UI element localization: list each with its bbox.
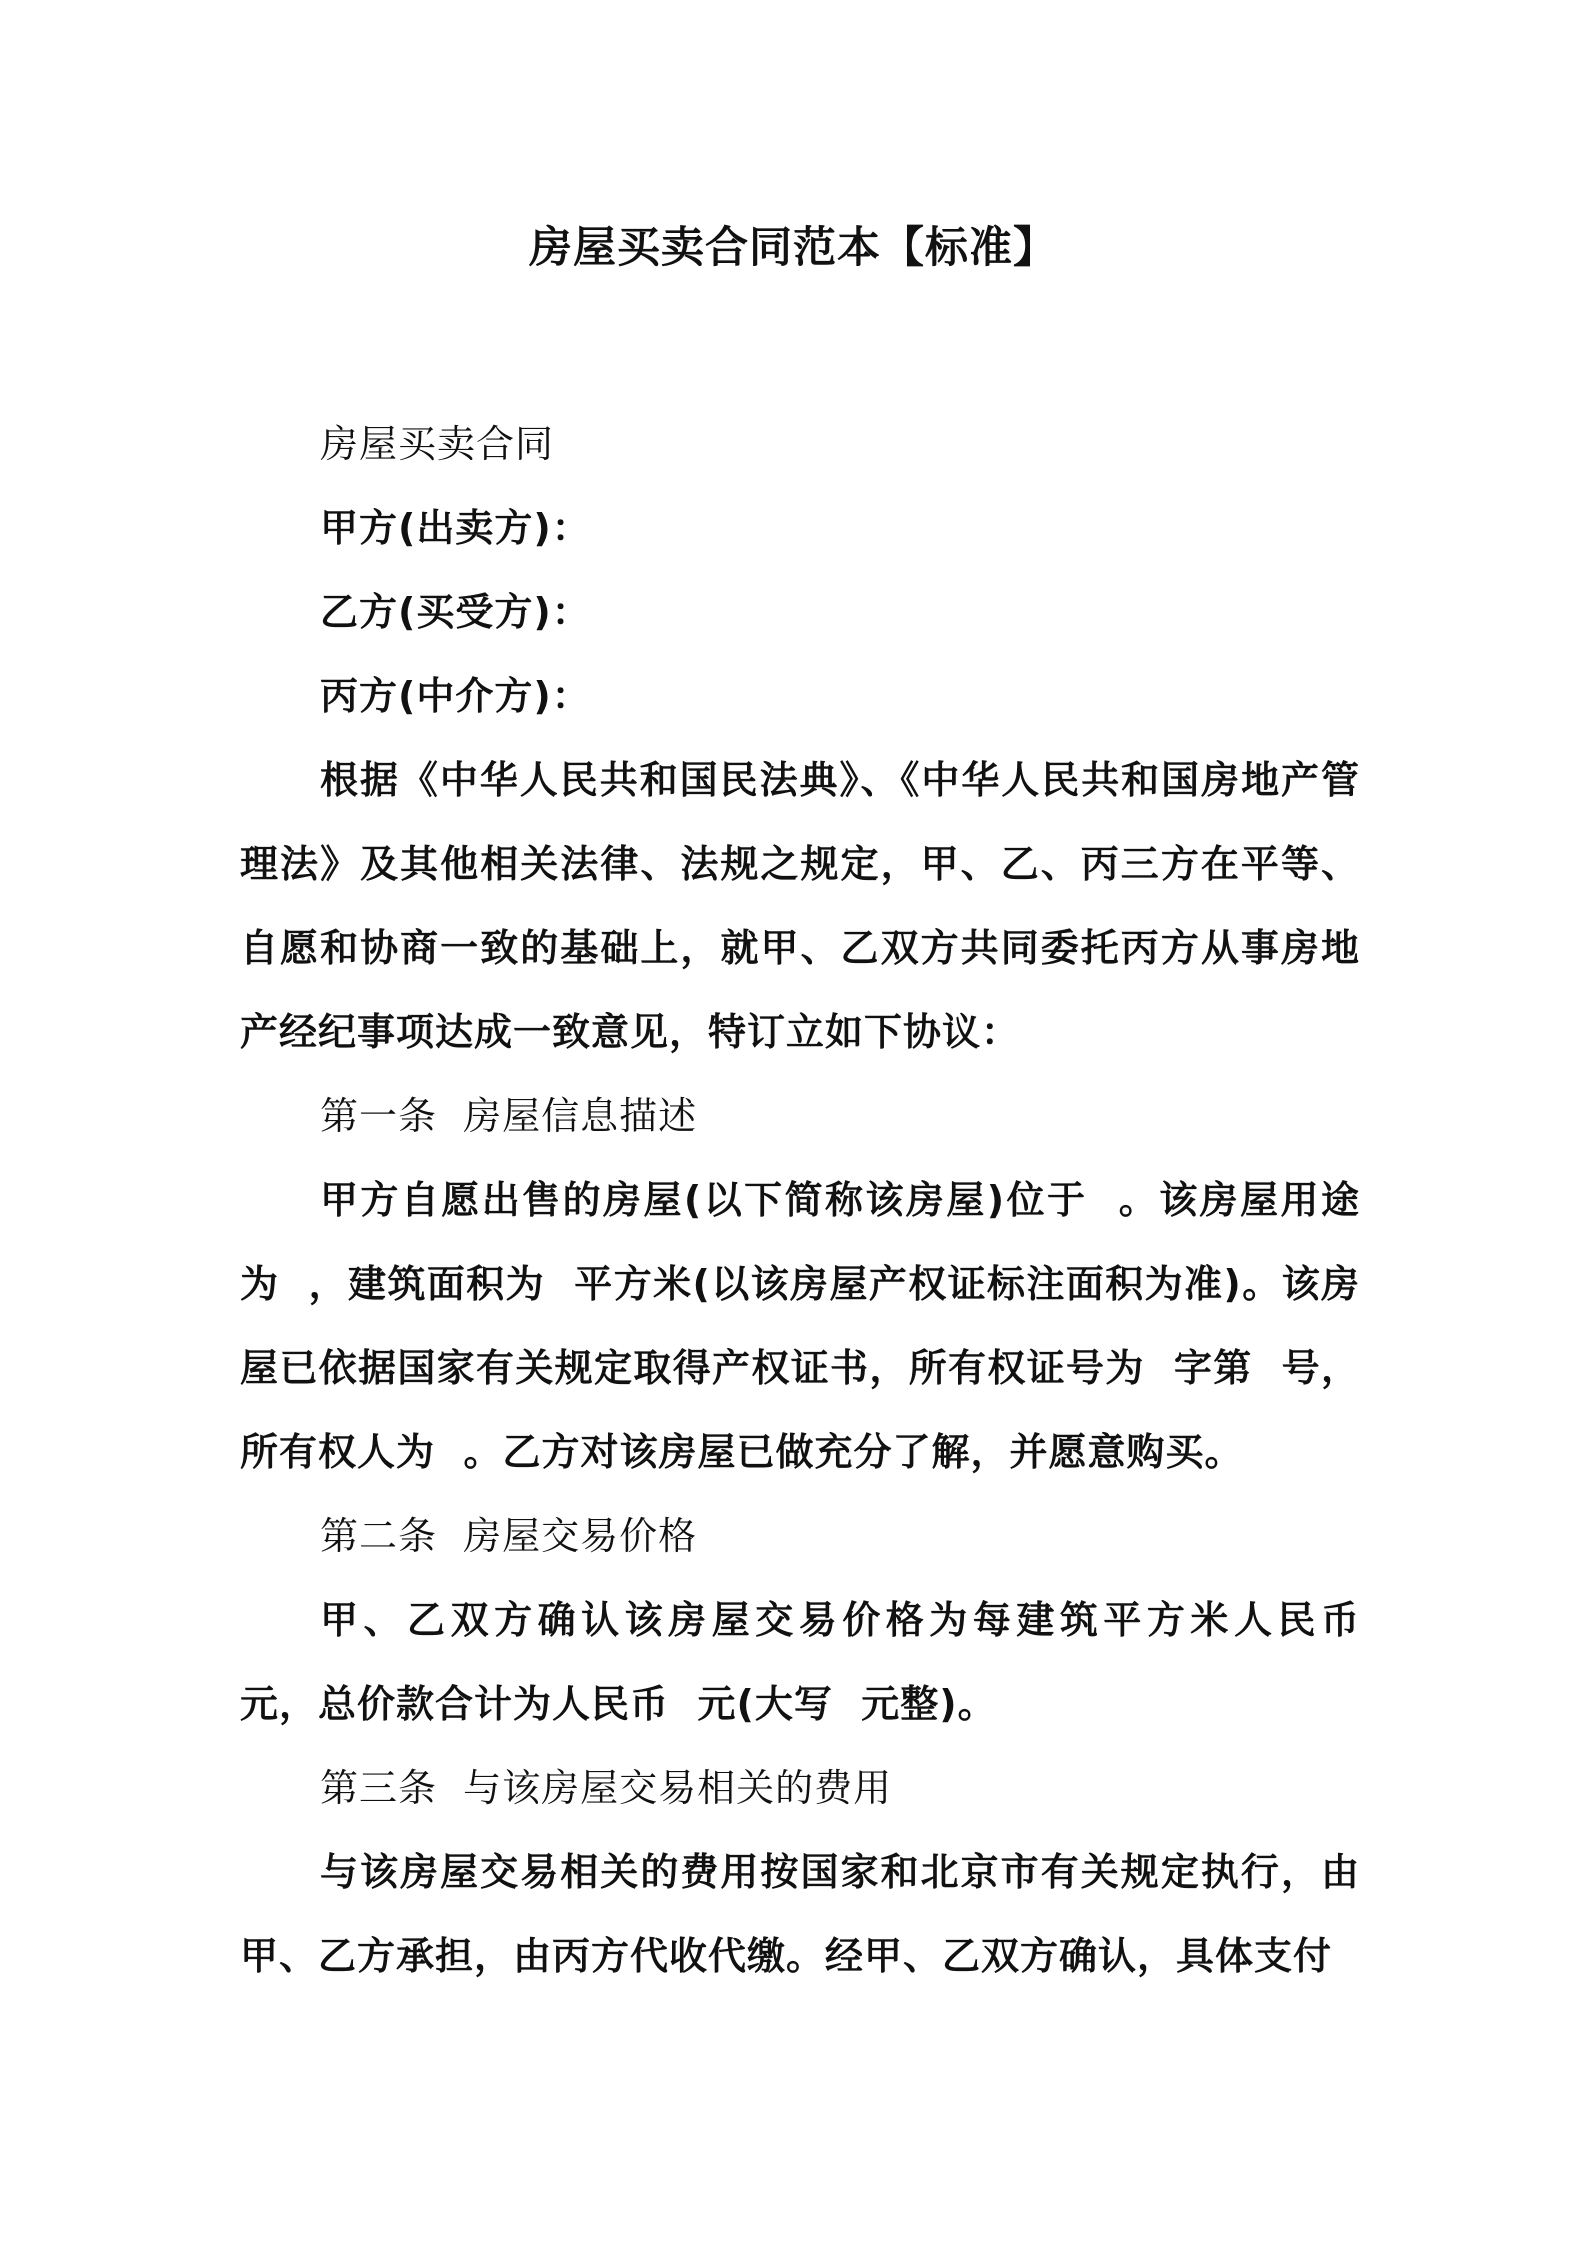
article-2-heading: 第二条 房屋交易价格 (320, 1514, 698, 1558)
article-2-text: 甲、乙双方确认该房屋交易价格为每建筑平方米人民币 元，总价款合计为人民币 元(大写 元整)。 (240, 1598, 1389, 1726)
document-body (240, 402, 1389, 1998)
article-1-text: 甲方自愿出售的房屋(以下简称该房屋)位于 。该房屋用途为 ，建筑面积为 平方米(以该房屋产权证标注面积为准)。该房屋已依据国家有关规定取得产权证书，所有权证号为 字第 号，所有权人为 。乙方对该房屋已做充分了解，并愿意购买。 (240, 1178, 1360, 1474)
party-c-line: 丙方(中介方)： (320, 674, 591, 718)
preamble-paragraph: 根据《中华人民共和国民法典》、《中华人民共和国房地产管理法》及其他相关法律、法规之规定，甲、乙、丙三方在平等、自愿和协商一致的基础上，就甲、乙双方共同委托丙方从事房地产经纪事项达成一致意见，特订立如下协议： (240, 758, 1360, 1054)
party-a-line: 甲方(出卖方)： (320, 506, 591, 550)
document-title: 房屋买卖合同范本【标准】 (529, 223, 1057, 273)
article-1-heading: 第一条 房屋信息描述 (320, 1094, 698, 1138)
contract-heading: 房屋买卖合同 (320, 422, 555, 466)
party-b-line: 乙方(买受方)： (320, 590, 591, 634)
article-3-text: 与该房屋交易相关的费用按国家和北京市有关规定执行，由甲、乙方承担，由丙方代收代缴。经甲、乙双方确认，具体支付 (240, 1850, 1360, 1978)
article-3-heading: 第三条 与该房屋交易相关的费用 (320, 1766, 893, 1810)
